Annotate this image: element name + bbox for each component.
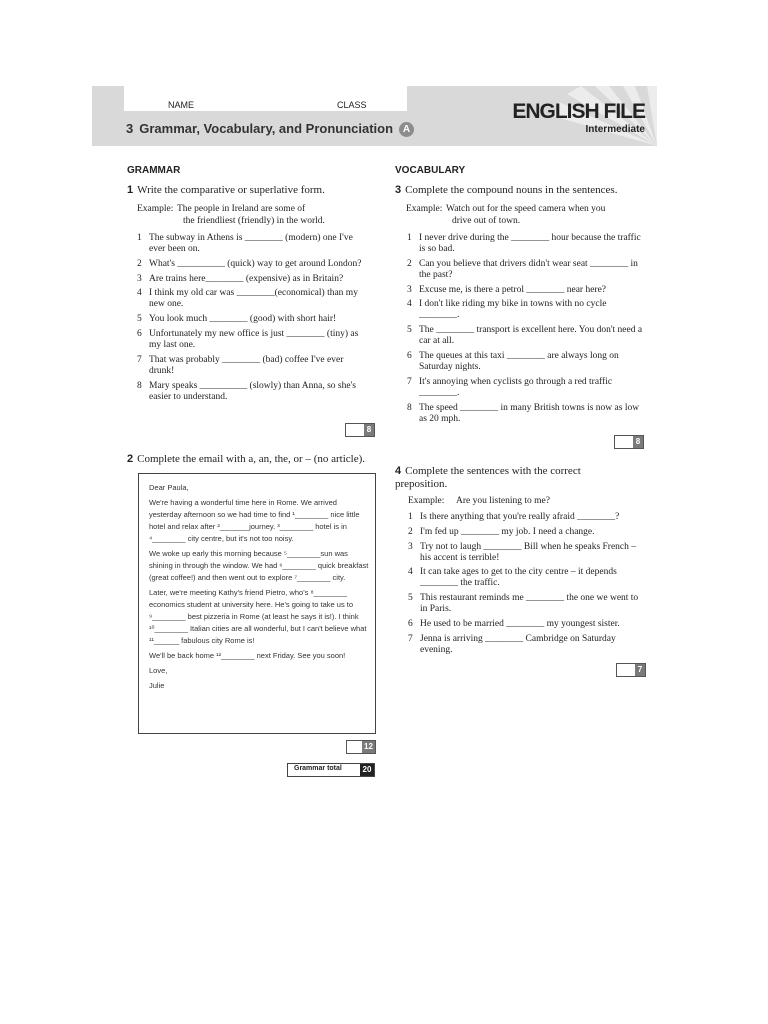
q1-number: 1 [127,184,134,196]
item-number: 8 [137,380,142,391]
q1-example-label: Example: [137,204,174,214]
q4-score: 7 [635,664,645,676]
list-item [407,351,643,373]
q1-example-line1: The people in Ireland are some of [177,204,306,214]
list-item [137,355,369,377]
list-item [408,567,644,589]
brand-logo-text: ENGLISH FILE [512,100,645,123]
q4-instruction [395,465,625,491]
item-number: 4 [407,299,412,310]
item-number: 3 [407,284,412,295]
item-text: What's __________ (quick) way to get around London? [149,258,362,269]
q3-instruction [395,184,645,197]
unit-title-text: Grammar, Vocabulary, and Pronunciation [139,121,394,136]
item-text: I think my old car was ________(economical) than my new one. [149,288,358,310]
q3-score: 8 [633,436,643,448]
item-text: This restaurant reminds me ________ the one we went to in Paris. [420,593,639,615]
item-number: 2 [137,258,142,269]
item-number: 1 [408,512,413,522]
list-item [407,285,643,296]
grammar-total-box [287,763,375,777]
item-number: 8 [407,402,412,413]
grammar-total-label: Grammar total [294,765,342,772]
item-number: 5 [137,314,142,325]
q1-example-line2: the friendliest (friendly) in the world. [183,216,325,226]
q2-instruction [127,453,377,466]
q3-example [406,203,646,227]
grammar-heading: GRAMMAR [127,165,181,176]
list-item [137,314,369,325]
q3-example-label: Example: [406,204,443,214]
item-number: 3 [137,273,142,284]
q1-items [137,233,369,406]
unit-number: 3 [126,121,134,136]
list-item [137,381,369,403]
email-paragraph: Later, we're meeting Kathy's friend Pietro, who's ⁸________ economics student at university here. He's going to take us to ⁹________ best pizzeria in Rome (at least he says it is!). I think ¹⁰________ Italian cities are all wonderful, but I can't believe what ¹¹______ fabulous city Rome is! [149,588,367,645]
list-item [137,329,369,351]
q4-items [408,512,644,660]
item-number: 5 [408,593,413,604]
q4-number: 4 [395,465,402,477]
item-number: 7 [137,354,142,365]
item-text: Try not to laugh ________ Bill when he speaks French – his accent is terrible! [420,541,637,563]
grammar-total-score: 20 [360,764,374,776]
q3-items [407,233,643,428]
item-number: 2 [408,526,413,537]
item-text: I'm fed up ________ my job. I need a change. [420,526,595,537]
list-item [137,259,369,270]
list-item [137,274,369,285]
list-item [408,634,644,656]
item-number: 7 [408,633,413,644]
list-item [137,288,369,310]
item-text: The subway in Athens is ________ (modern) one I've ever been on. [149,233,353,254]
item-number: 5 [407,325,412,336]
list-item [408,593,644,615]
q1-instruction-text: Write the comparative or superlative form. [137,184,325,196]
item-number: 3 [408,541,413,552]
email-paragraph: Love, [149,666,168,675]
q1-example [137,203,377,227]
q2-score: 12 [362,741,375,753]
name-label: NAME [168,100,195,110]
item-text: Is there anything that you're really afraid ________? [420,512,620,522]
item-number: 7 [407,376,412,387]
q2-instruction-text: Complete the email with a, an, the, or – (no article). [137,453,365,465]
list-item [407,325,643,347]
item-text: I never drive during the ________ hour because the traffic is so bad. [419,233,641,254]
list-item [137,233,369,255]
q2-number: 2 [127,453,134,465]
q4-score-box [616,663,646,677]
q2-score-box [346,740,376,754]
item-text: Excuse me, is there a petrol ________ near here? [419,284,607,295]
q4-example-line1: Are you listening to me? [456,496,550,506]
item-number: 1 [407,233,412,243]
q3-score-box [614,435,644,449]
item-text: Can you believe that drivers didn't wear seat ________ in the past? [419,258,638,280]
item-number: 4 [408,567,413,578]
list-item [407,233,643,255]
item-text: It can take ages to get to the city centre – it depends ________ the traffic. [420,567,617,589]
item-number: 1 [137,233,142,243]
item-text: I don't like riding my bike in towns with no cycle ________. [419,299,607,321]
item-number: 4 [137,288,142,299]
list-item [408,527,644,538]
item-text: The ________ transport is excellent here. You don't need a car at all. [419,325,643,347]
list-item [407,377,643,399]
list-item [408,542,644,564]
item-number: 6 [408,618,413,629]
q1-score: 8 [364,424,374,436]
class-label: CLASS [337,100,367,110]
name-class-bar [124,86,407,111]
item-text: Jenna is arriving ________ Cambridge on Saturday evening. [420,633,616,655]
list-item [407,259,643,281]
email-text [149,482,369,695]
email-paragraph: We'll be back home ¹²________ next Friday. See you soon! [149,651,346,660]
q3-example-line1: Watch out for the speed camera when you [446,204,606,214]
item-number: 6 [137,328,142,339]
q1-instruction [127,184,367,197]
list-item [408,619,644,630]
item-text: It's annoying when cyclists go through a red traffic ________. [419,376,613,398]
item-number: 6 [407,350,412,361]
q4-instruction-text: Complete the sentences with the correct preposition. [395,465,581,490]
email-paragraph: We woke up early this morning because ⁵________sun was shining in through the window. We had ⁶________ quick breakfast (great coffee!) and then went out to explore ⁷________ city. [149,549,369,582]
item-text: You look much ________ (good) with short hair! [149,314,337,325]
unit-title [126,121,414,137]
header-banner [92,86,657,146]
item-text: Are trains here________ (expensive) as in Britain? [149,273,344,284]
q4-example-label: Example: [408,496,445,506]
item-text: The queues at this taxi ________ are always long on Saturday nights. [419,350,619,372]
item-text: The speed ________ in many British towns is now as low as 20 mph. [419,402,640,424]
vocabulary-heading: VOCABULARY [395,165,466,176]
level-label: Intermediate [585,124,645,135]
item-text: Unfortunately my new office is just ________ (tiny) as my last one. [149,328,359,350]
q3-instruction-text: Complete the compound nouns in the sentences. [405,184,618,196]
item-text: He used to be married ________ my youngest sister. [420,618,620,629]
q3-example-line2: drive out of town. [452,216,521,226]
email-paragraph: Dear Paula, [149,483,189,492]
email-paragraph: We're having a wonderful time here in Rome. We arrived yesterday afternoon so we had time to find ¹________ nice little hotel and relax after ²_______journey. ³________ hotel is in ⁴________ city centre, but it's not too noisy. [149,498,360,543]
list-item [407,299,643,321]
email-paragraph: Julie [149,681,165,690]
q1-score-box [345,423,375,437]
q4-example [408,495,648,507]
list-item [408,512,644,523]
item-number: 2 [407,258,412,269]
q3-number: 3 [395,184,402,196]
item-text: Mary speaks __________ (slowly) than Anna, so she's easier to understand. [149,380,356,402]
email-box [138,473,376,734]
version-badge: A [399,122,414,137]
item-text: That was probably ________ (bad) coffee I've ever drunk! [149,354,344,376]
list-item [407,403,643,425]
